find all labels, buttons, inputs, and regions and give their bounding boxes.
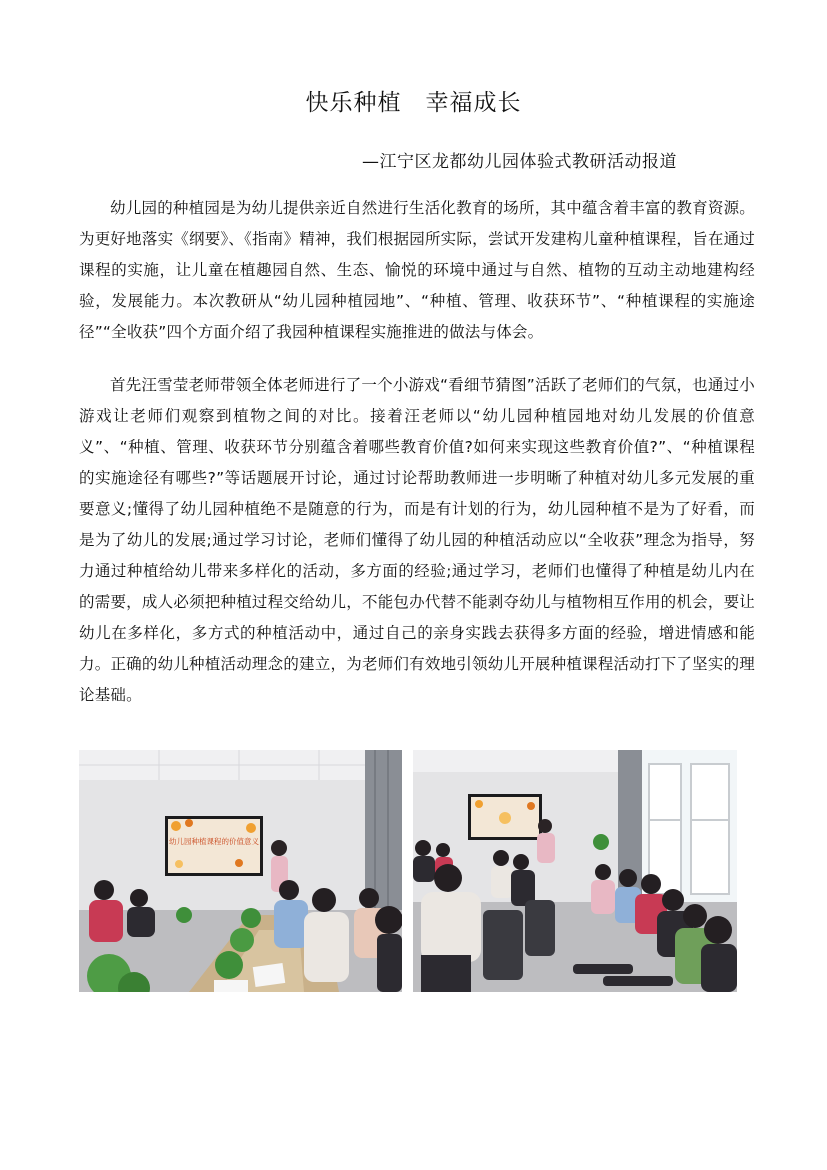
screen-text: 幼儿园种植课程的价值意义	[169, 837, 259, 846]
plant-pot	[593, 834, 609, 850]
paragraph-intro: 幼儿园的种植园是为幼儿提供亲近自然进行生活化教育的场所，其中蕴含着丰富的教育资源。为更好地落实《纲要》、《指南》精神，我们根据园所实际，尝试开发建构儿童种植课程，旨在通过课程的实施，让儿童在植趣园自然、生态、愉悦的环境中通过与自然、植物的互动主动地建构经验，发展能力。本次教研从“幼儿园种植园地”、“种植、管理、收获环节”、“种植课程的实施途径”“全收获”四个方面介绍了我园种植课程实施推进的做法与体会。	[79, 199, 755, 341]
attendee	[591, 880, 615, 914]
photo-classroom-discussion	[413, 750, 737, 992]
chair	[525, 900, 555, 956]
article-title: 快乐种植 幸福成长	[305, 90, 522, 116]
attendee	[701, 944, 737, 992]
classroom-illustration	[413, 750, 737, 992]
photo-meeting-room	[79, 750, 402, 992]
teacher-standing	[537, 833, 555, 863]
plant-pot	[241, 908, 261, 928]
chair	[483, 910, 523, 980]
attendee	[274, 900, 308, 948]
attendee	[377, 934, 402, 992]
article-subtitle: —江宁区龙都幼儿园体验式教研活动报道	[362, 152, 677, 172]
attendee	[127, 907, 155, 937]
attendee	[421, 892, 481, 962]
meeting-room-illustration	[79, 750, 402, 992]
paragraph-activity: 首先汪雪莹老师带领全体老师进行了一个小游戏“看细节猜图”活跃了老师们的气氛，也通过小游戏让老师们观察到植物之间的对比。接着汪老师以“幼儿园种植园地对幼儿发展的价值意义”、“种植、管理、收获环节分别蕴含着哪些教育价值?如何来实现这些教育价值?”、“种植课程的实施途径有哪些?”等话题展开讨论，通过讨论帮助教师进一步明晰了种植对幼儿多元发展的重要意义;懂得了幼儿园种植绝不是随意的行为，而是有计划的行为，幼儿园种植不是为了好看，而是为了幼儿的发展;通过学习讨论，老师们懂得了幼儿园的种植活动应以“全收获”理念为指导，努力通过种植给幼儿带来多样化的活动，多方面的经验;通过学习，老师们也懂得了种植是幼儿内在的需要，成人必须把种植过程交给幼儿，不能包办代替不能剥夺幼儿与植物相互作用的机会，要让幼儿在多样化，多方式的种植活动中，通过自己的亲身实践去获得多方面的经验，增进情感和能力。正确的幼儿种植活动理念的建立，为老师们有效地引领幼儿开展种植课程活动打下了坚实的理论基础。	[79, 376, 755, 704]
attendee	[89, 900, 123, 942]
attendee	[304, 912, 349, 982]
